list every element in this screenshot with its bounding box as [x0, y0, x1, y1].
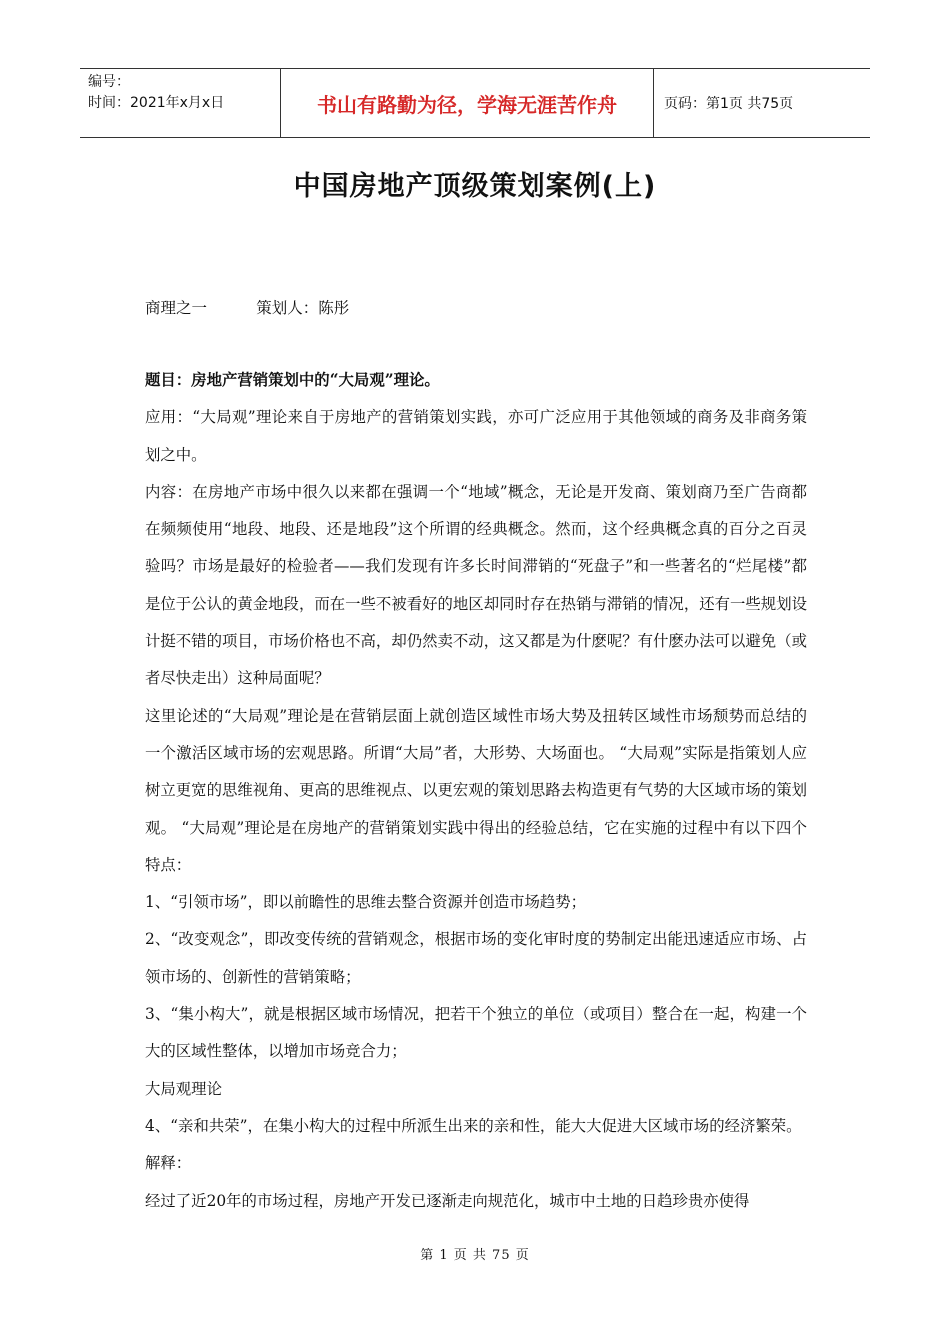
author-line: 商理之一 策划人：陈彤	[145, 299, 350, 317]
point-3: 3、“集小构大”，就是根据区域市场情况，把若干个独立的单位（或项目）整合在一起，构建一个大的区域性整体，以增加市场竞合力；	[145, 1005, 807, 1061]
header-page-info: 页码：第1页 共75页	[664, 96, 794, 112]
point-2: 2、“改变观念”，即改变传统的营销观念，根据市场的变化审时度的势制定出能迅速适应市场、占领市场的、创新性的营销策略；	[145, 930, 807, 986]
document-body	[145, 362, 807, 1220]
document-number-label: 编号：	[88, 74, 130, 90]
page-header	[80, 68, 870, 138]
point-4: 4、“亲和共荣”，在集小构大的过程中所派生出来的亲和性，能大大促进大区域市场的经济繁荣。	[145, 1116, 802, 1135]
header-meta	[80, 69, 280, 137]
application-paragraph: 应用：“大局观”理论来自于房地产的营销策划实践，亦可广泛应用于其他领域的商务及非商务策划之中。	[145, 408, 807, 464]
content-paragraph: 内容：在房地产市场中很久以来都在强调一个“地域”概念，无论是开发商、策划商乃至广告商都在频频使用“地段、地段、还是地段”这个所谓的经典概念。然而，这个经典概念真的百分之百灵验吗？市场是最好的检验者——我们发现有许多长时间滞销的“死盘子”和一些著名的“烂尾楼”都是位于公认的黄金地段，而在一些不被看好的地区却同时存在热销与滞销的情况，还有一些规划设计挺不错的项目，市场价格也不高，却仍然卖不动，这又都是为什麽呢？有什麽办法可以避免（或者尽快走出）这种局面呢？	[145, 482, 807, 688]
explanation-paragraph: 经过了近20年的市场过程，房地产开发已逐渐走向规范化，城市中土地的日趋珍贵亦使得	[145, 1191, 750, 1210]
theory-paragraph: 这里论述的“大局观”理论是在营销层面上就创造区域性市场大势及扭转区域性市场颓势而总结的一个激活区域市场的宏观思路。所谓“大局”者，大形势、大场面也。 “大局观”实际是指策划人应树立更宽的思维视角、更高的思维视点、以更宏观的策划思路去构造更有气势的大区域市场的策划观。 “大局观”理论是在房地产的营销策划实践中得出的经验总结，它在实施的过程中有以下四个特点：	[145, 706, 807, 874]
topic-paragraph: 题目：房地产营销策划中的“大局观”理论。	[145, 371, 440, 389]
document-title: 中国房地产顶级策划案例(上)	[293, 171, 657, 202]
explanation-label: 解释：	[145, 1154, 192, 1173]
section-label: 大局观理论	[145, 1079, 222, 1098]
point-1: 1、“引领市场”，即以前瞻性的思维去整合资源并创造市场趋势；	[145, 893, 587, 912]
header-motto: 书山有路勤为径，学海无涯苦作舟	[280, 69, 654, 137]
page-footer: 第 1 页 共 75 页	[420, 1248, 530, 1263]
document-date: 时间：2021年x月x日	[88, 95, 225, 111]
